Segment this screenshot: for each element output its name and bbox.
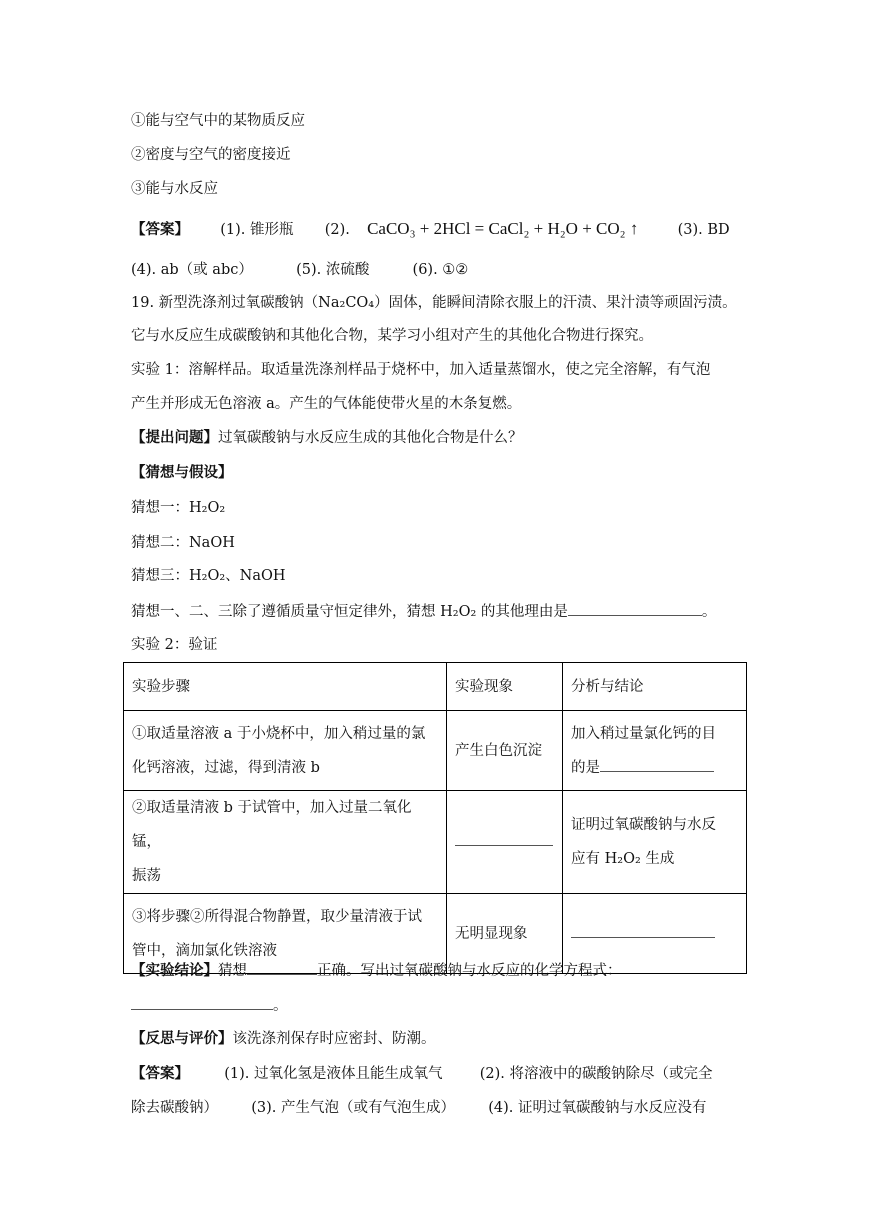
condition-1: ①能与空气中的某物质反应 <box>131 113 305 129</box>
section-tag: 【反思与评价】 <box>131 1030 233 1047</box>
experiment-conclusion <box>131 960 622 981</box>
table-cell-step <box>124 791 447 894</box>
table-cell-phenomenon <box>447 791 563 894</box>
question-text: 过氧碳酸钠与水反应生成的其他化合物是什么？ <box>218 430 523 446</box>
period: 。 <box>701 604 717 620</box>
answer-part: (3). 产生气泡（或有气泡生成） <box>251 1100 455 1116</box>
step-text: ①取适量溶液 a 于小烧杯中，加入稍过量的氯 <box>132 725 426 742</box>
condition-2: ②密度与空气的密度接近 <box>131 147 291 163</box>
table-header: 实验现象 <box>447 663 563 711</box>
equation-blank-line <box>131 995 288 1016</box>
chemical-equation: CaCO₃ + 2HCl = CaCl₂ + H₂O + CO₂ ↑ <box>367 219 639 238</box>
answer-blank[interactable] <box>131 995 273 1010</box>
answer-18-line-2 <box>131 260 468 280</box>
section-tag: 【实验结论】 <box>131 962 218 979</box>
answer-blank[interactable] <box>568 601 702 616</box>
experiment-1-line-2: 产生并形成无色溶液 a。产生的气体能使带火星的木条复燃。 <box>131 396 522 412</box>
answer-blank[interactable] <box>247 960 317 975</box>
hypothesis-2: 猜想二：NaOH <box>131 535 235 551</box>
reflection <box>131 1029 436 1049</box>
experiment-2-title: 实验 2：验证 <box>131 637 218 653</box>
step-text: 振荡 <box>132 868 161 884</box>
step-text: ②取适量清液 b 于试管中，加入过量二氧化锰， <box>132 800 412 850</box>
conclusion-line <box>571 751 738 785</box>
answer-blank[interactable] <box>571 923 715 938</box>
step-text: ③将步骤②所得混合物静置，取少量清液于试 <box>132 908 422 925</box>
answer-tag: 【答案】 <box>131 221 189 238</box>
conclusion-text: 加入稍过量氯化钙的目 <box>571 725 716 742</box>
reflection-text: 该洗涤剂保存时应密封、防潮。 <box>232 1031 436 1047</box>
experiment-1-line-1: 实验 1：溶解样品。取适量洗涤剂样品于烧杯中，加入适量蒸馏水，使之完全溶解，有气泡 <box>131 362 711 378</box>
answer-19-line-2 <box>131 1098 706 1118</box>
reason-line <box>131 601 716 622</box>
conclusion-text: 证明过氧碳酸钠与水反 <box>571 817 716 833</box>
answer-part: (2). <box>324 222 350 238</box>
answer-part: (3). BD <box>677 222 730 238</box>
answer-18-line-1 <box>131 219 730 240</box>
conclusion-text: 猜想 <box>218 963 247 979</box>
answer-part: (1). 过氧化氢是液体且能生成氧气 <box>224 1066 443 1082</box>
answer-blank[interactable] <box>455 831 553 846</box>
table-cell-conclusion <box>563 791 747 894</box>
table-header: 实验步骤 <box>124 663 447 711</box>
question-19-intro-1: 19. 新型洗涤剂过氧碳酸钠（Na₂CO₄）固体，能瞬间清除衣服上的汗渍、果汁渍等顽固污渍。 <box>131 295 737 311</box>
period: 。 <box>273 998 288 1014</box>
answer-part: (4). ab（或 abc） <box>131 262 253 278</box>
table-header: 分析与结论 <box>563 663 747 711</box>
answer-part: (6). ①② <box>412 262 469 278</box>
answer-19-line-1 <box>131 1064 712 1084</box>
step-text: 管中，滴加氯化铁溶液 <box>132 942 277 959</box>
question-19-intro-2: 它与水反应生成碳酸钠和其他化合物，某学习小组对产生的其他化合物进行探究。 <box>131 328 653 344</box>
table-row <box>124 791 747 894</box>
answer-part: (5). 浓硫酸 <box>296 262 370 278</box>
answer-part: (2). 将溶液中的碳酸钠除尽（或完全 <box>479 1066 713 1082</box>
table-cell-conclusion <box>563 711 747 791</box>
table-cell-step <box>124 711 447 791</box>
experiment-table <box>123 662 747 974</box>
hypothesis-heading: 【猜想与假设】 <box>131 464 233 481</box>
answer-tag: 【答案】 <box>131 1065 189 1082</box>
reason-text: 猜想一、二、三除了遵循质量守恒定律外，猜想 H₂O₂ 的其他理由是 <box>131 604 568 620</box>
conclusion-text: 正确。写出过氧碳酸钠与水反应的化学方程式： <box>317 963 622 979</box>
condition-3: ③能与水反应 <box>131 181 218 197</box>
table-row <box>124 711 747 791</box>
answer-part: 除去碳酸钠） <box>131 1100 218 1116</box>
hypothesis-1: 猜想一：H₂O₂ <box>131 500 226 516</box>
answer-part: (1). 锥形瓶 <box>220 222 294 238</box>
table-cell-phenomenon: 无明显现象 <box>447 894 563 974</box>
conclusion-text: 应有 H₂O₂ 生成 <box>571 851 675 867</box>
section-tag: 【提出问题】 <box>131 429 218 446</box>
table-header-row <box>124 663 747 711</box>
table-cell-phenomenon: 产生白色沉淀 <box>447 711 563 791</box>
conclusion-text: 的是 <box>571 759 600 776</box>
hypothesis-3: 猜想三：H₂O₂、NaOH <box>131 568 286 584</box>
raise-question <box>131 428 523 448</box>
answer-blank[interactable] <box>600 757 714 772</box>
answer-part: (4). 证明过氧碳酸钠与水反应没有 <box>488 1100 707 1116</box>
step-text: 化钙溶液，过滤，得到清液 b <box>132 759 320 776</box>
